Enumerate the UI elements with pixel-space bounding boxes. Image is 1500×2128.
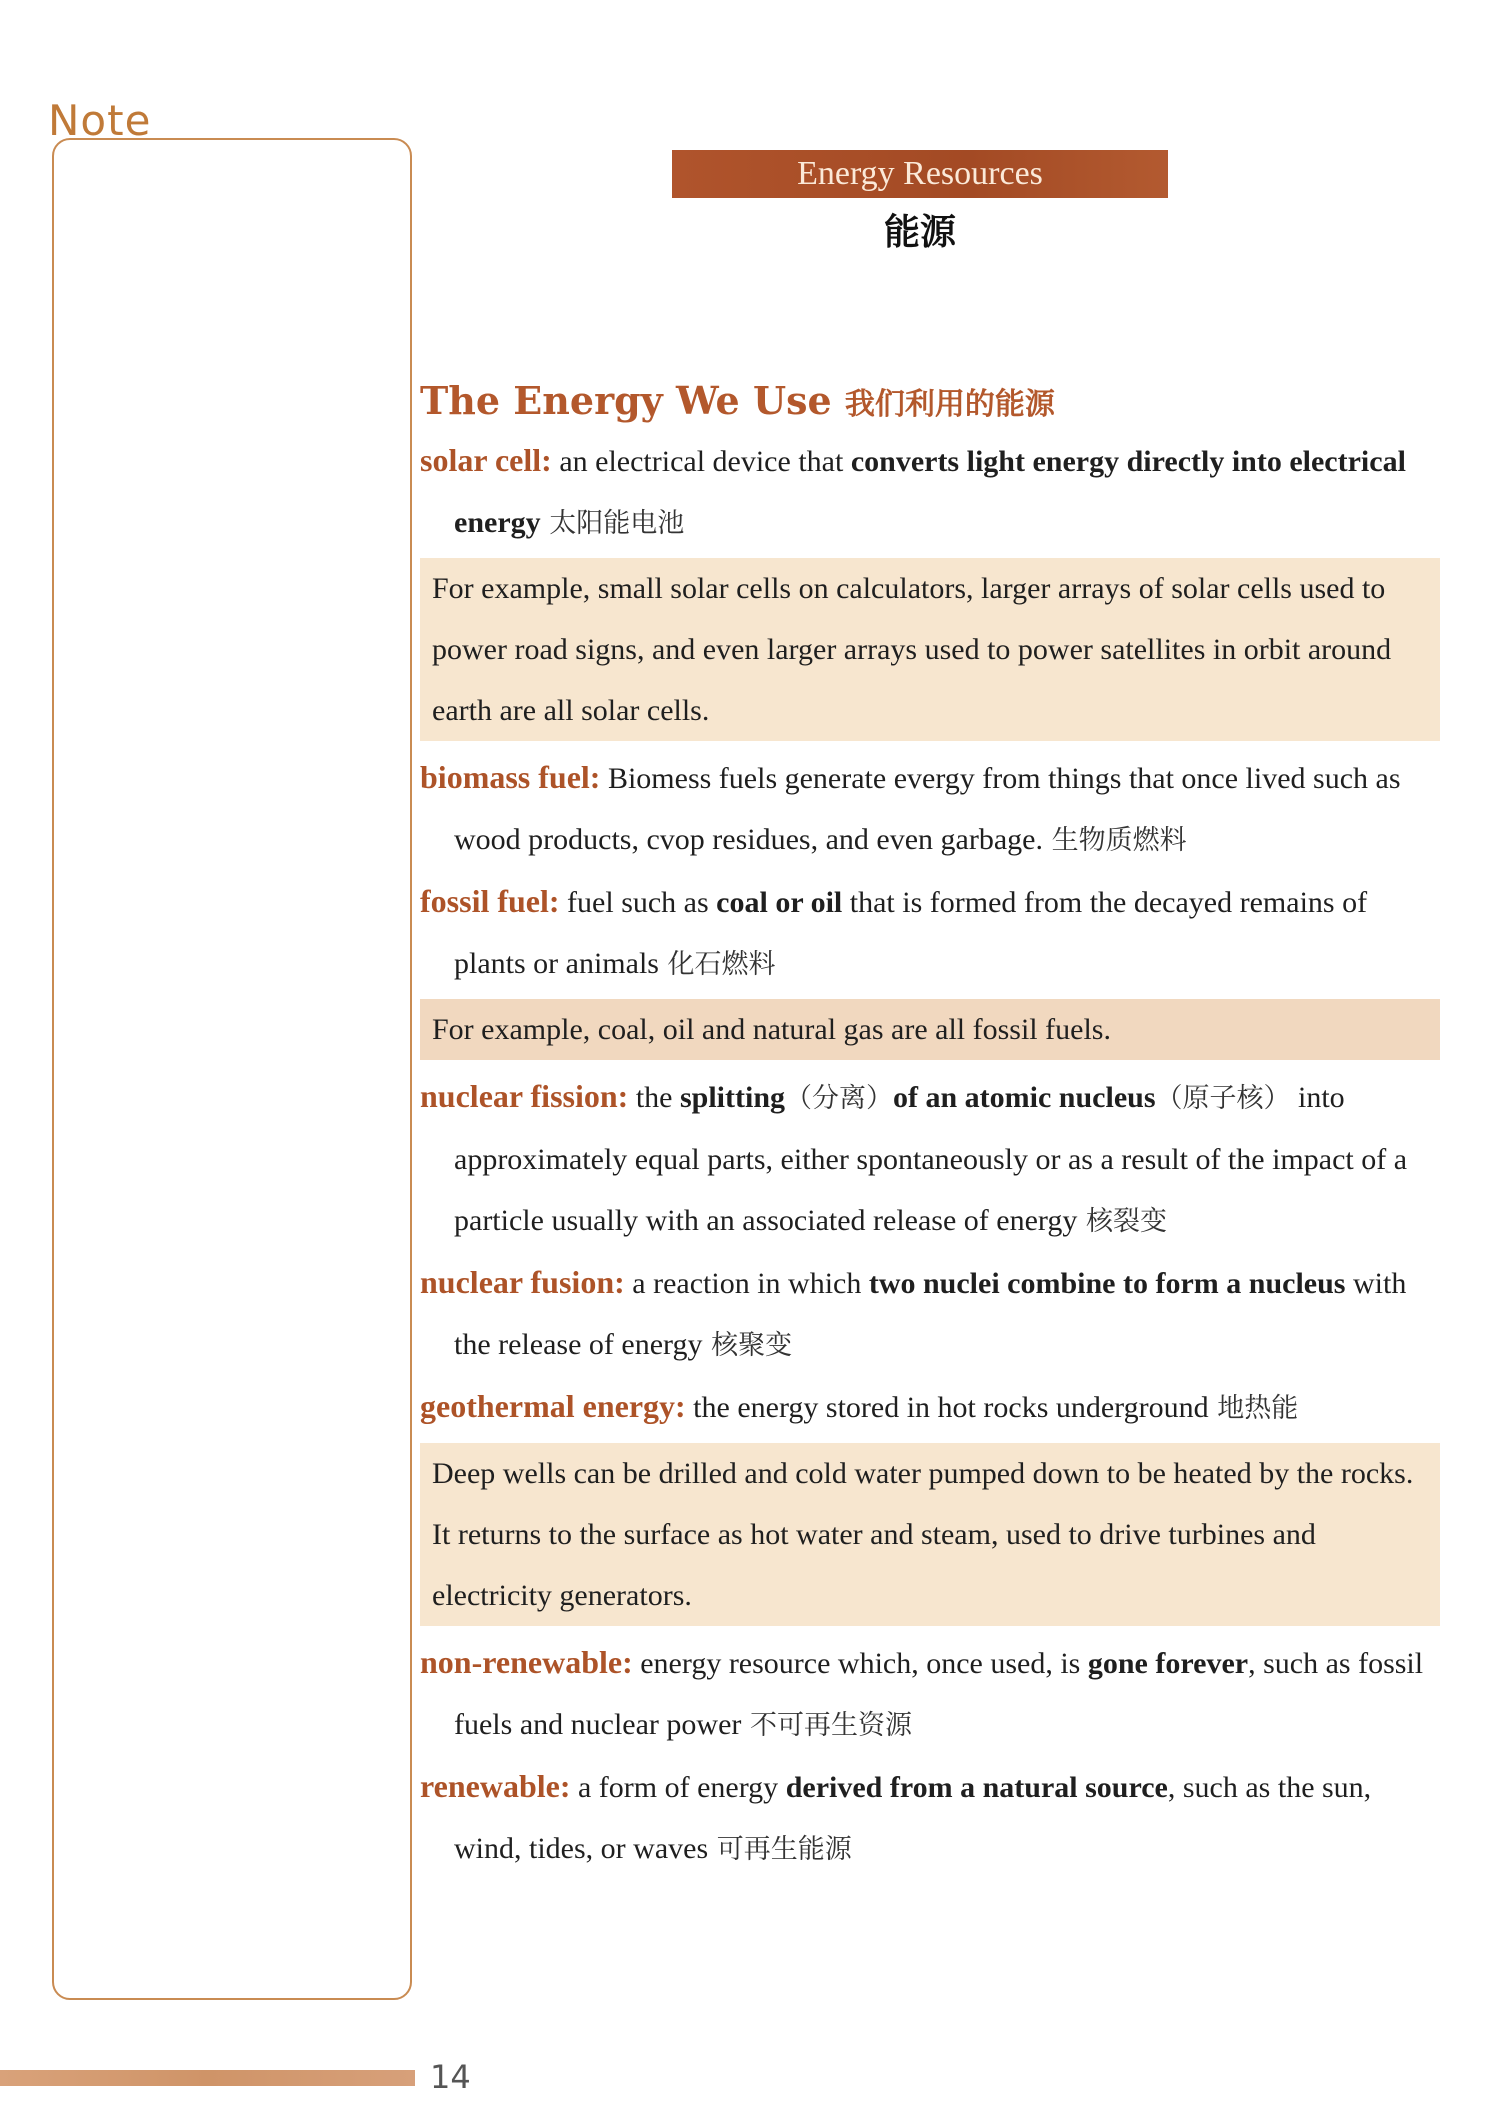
- section-title-en: The Energy We Use: [420, 378, 832, 423]
- content-area: [420, 372, 1440, 1880]
- definition-text: an electrical device that: [551, 445, 851, 478]
- example-fossil-fuel: For example, coal, oil and natural gas are all fossil fuels.: [420, 999, 1440, 1060]
- chapter-banner: Energy Resources: [672, 150, 1168, 198]
- definition-bold: coal or oil: [716, 886, 843, 919]
- entry-geothermal-energy: [420, 1376, 1440, 1439]
- definition-bold: two nuclei combine to form a nucleus: [868, 1267, 1346, 1300]
- chapter-title-zh: 能源: [883, 212, 956, 253]
- example-geothermal: Deep wells can be drilled and cold water pumped down to be heated by the rocks. It returns to the surface as hot water and steam, used to drive turbines and electricity generators.: [420, 1443, 1440, 1626]
- definition-bold: of an atomic nucleus: [893, 1081, 1156, 1114]
- note-box: [52, 138, 412, 2000]
- definition-bold: converts light energy directly into electrical energy: [454, 445, 1406, 539]
- definition-text: the: [628, 1081, 680, 1114]
- note-label: Note: [48, 96, 152, 145]
- example-solar-cell: For example, small solar cells on calculators, larger arrays of solar cells used to power road signs, and even larger arrays used to power satellites in orbit around earth are all solar cells.: [420, 558, 1440, 741]
- translation-zh: 化石燃料: [658, 949, 776, 980]
- gloss-zh: （原子核）: [1155, 1083, 1291, 1114]
- entry-fossil-fuel: [420, 871, 1440, 995]
- translation-zh: 太阳能电池: [540, 508, 685, 539]
- definition-text: , such as fossil fuels and nuclear power: [454, 1647, 1424, 1741]
- definition-bold: gone forever: [1087, 1647, 1249, 1680]
- section-title-zh: 我们利用的能源: [844, 387, 1055, 422]
- entry-renewable: [420, 1756, 1440, 1880]
- definition-text: Biomess fuels generate evergy from things that once lived such as wood products, cvop residues, and even garbage.: [454, 762, 1401, 856]
- translation-zh: 核裂变: [1077, 1206, 1167, 1237]
- translation-zh: 地热能: [1208, 1393, 1299, 1424]
- term-biomass-fuel: biomass fuel:: [420, 759, 601, 795]
- entry-solar-cell: [420, 430, 1440, 554]
- definition-text: with the release of energy: [454, 1267, 1407, 1361]
- definition-text: energy resource which, once used, is: [632, 1647, 1088, 1680]
- definition-text: that is formed from the decayed remains of plants or animals: [454, 886, 1368, 980]
- term-solar-cell: solar cell:: [420, 442, 552, 478]
- translation-zh: 不可再生资源: [741, 1710, 912, 1741]
- term-nuclear-fission: nuclear fission:: [420, 1078, 629, 1114]
- definition-text: the energy stored in hot rocks underground: [685, 1391, 1209, 1424]
- definition-text: fuel such as: [559, 886, 717, 919]
- term-renewable: renewable:: [420, 1768, 571, 1804]
- entry-nuclear-fission: [420, 1066, 1440, 1252]
- gloss-zh: （分离）: [785, 1083, 893, 1114]
- translation-zh: 核聚变: [702, 1330, 793, 1361]
- entry-non-renewable: [420, 1632, 1440, 1756]
- term-geothermal-energy: geothermal energy:: [420, 1388, 686, 1424]
- definition-text: , such as the sun, wind, tides, or waves: [454, 1771, 1372, 1865]
- definition-bold: splitting: [679, 1081, 785, 1114]
- page-number: 14: [430, 2058, 471, 2096]
- entry-nuclear-fusion: [420, 1252, 1440, 1376]
- term-non-renewable: non-renewable:: [420, 1644, 633, 1680]
- term-fossil-fuel: fossil fuel:: [420, 883, 560, 919]
- term-nuclear-fusion: nuclear fusion:: [420, 1264, 625, 1300]
- definition-text: a form of energy: [570, 1771, 786, 1804]
- footer-bar: [0, 2070, 415, 2086]
- entry-biomass-fuel: [420, 747, 1440, 871]
- translation-zh: 生物质燃料: [1042, 825, 1187, 856]
- definition-bold: derived from a natural source: [785, 1771, 1168, 1804]
- translation-zh: 可再生能源: [708, 1834, 852, 1865]
- definition-text: into approximately equal parts, either spontaneously or as a result of the impact of a particle usually with an associated release of energy: [454, 1081, 1408, 1237]
- definition-text: a reaction in which: [624, 1267, 869, 1300]
- section-title: [420, 372, 1440, 430]
